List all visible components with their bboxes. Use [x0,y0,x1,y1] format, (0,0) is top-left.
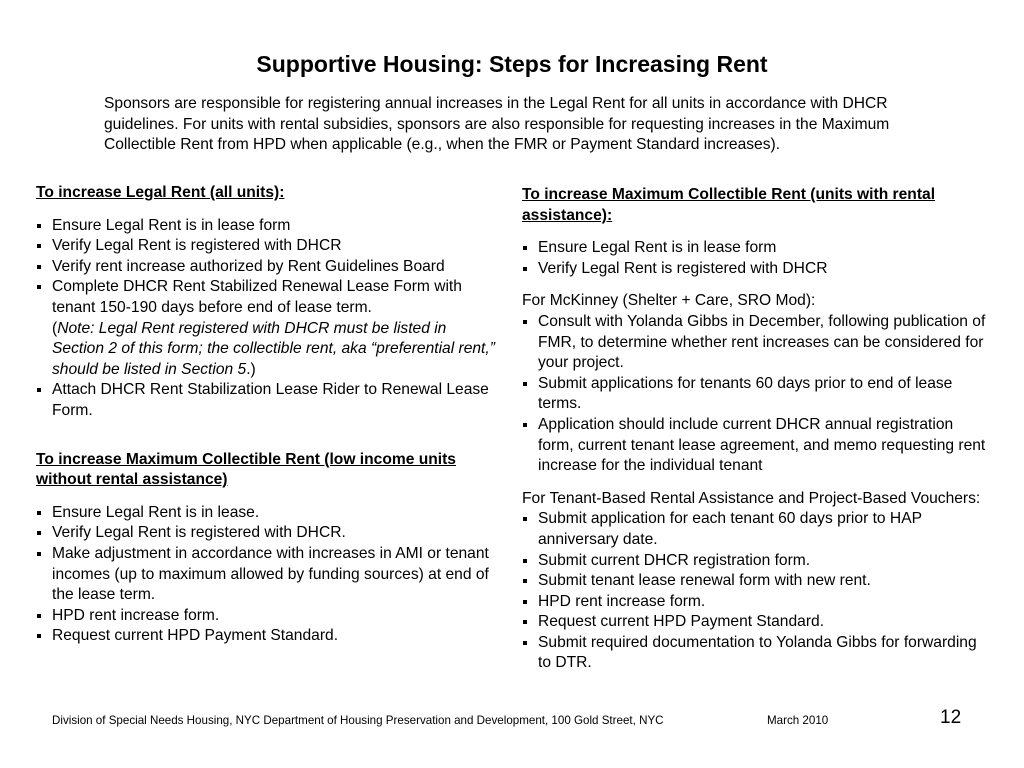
footer-text: Division of Special Needs Housing, NYC Department of Housing Preservation and Development, 100 Gold Street, NYC [52,714,664,727]
list-item: Submit applications for tenants 60 days prior to end of lease terms. [522,374,992,415]
list-item: Ensure Legal Rent is in lease form [36,216,501,237]
list-item: Consult with Yolanda Gibbs in December, following publication of FMR, to determine whether rent increases can be considered for your project. [522,312,992,374]
left-column [36,183,501,647]
right-column [522,185,992,674]
list-item: Verify Legal Rent is registered with DHCR. [36,523,501,544]
mcr-low-income-heading: To increase Maximum Collectible Rent (low income units without rental assistance) [36,450,456,489]
list-item: Request current HPD Payment Standard. [522,612,992,633]
list-item: HPD rent increase form. [36,606,501,627]
list-item: Submit tenant lease renewal form with new rent. [522,571,992,592]
legal-rent-list [36,216,501,422]
mcr-rental-assistance-heading: To increase Maximum Collectible Rent (units with rental assistance): [522,186,936,224]
list-item: Verify Legal Rent is registered with DHCR [36,236,501,257]
list-item: Submit current DHCR registration form. [522,551,992,572]
list-item: Submit required documentation to Yolanda Gibbs for forwarding to DTR. [522,633,992,674]
list-item: Submit application for each tenant 60 days prior to HAP anniversary date. [522,509,992,550]
footer-date: March 2010 [767,714,829,727]
list-item: Request current HPD Payment Standard. [36,626,501,647]
list-item: Verify rent increase authorized by Rent Guidelines Board [36,257,501,278]
list-item: Application should include current DHCR annual registration form, current tenant lease agreement, and memo requesting rent increase for the individual tenant [522,415,992,477]
list-item-with-note [36,277,501,380]
legal-rent-note: Note: Legal Rent registered with DHCR must be listed in Section 2 of this form; the collectible rent, aka “preferential rent,” should be listed in Section 5 [52,319,495,378]
list-item: Ensure Legal Rent is in lease form [522,238,992,259]
mcr-low-income-list [36,503,501,647]
mckinney-list [522,312,992,477]
note-close: .) [246,360,256,378]
legal-rent-heading: To increase Legal Rent (all units): [36,184,285,201]
note-open: ( [52,319,58,337]
list-item: Make adjustment in accordance with increases in AMI or tenant incomes (up to maximum allowed by funding sources) at end of the lease term. [36,544,501,606]
page-number: 12 [940,707,962,728]
tenant-based-list [522,509,992,674]
list-item: Verify Legal Rent is registered with DHCR [522,259,992,280]
list-item: Attach DHCR Rent Stabilization Lease Rider to Renewal Lease Form. [36,380,501,421]
list-item: Ensure Legal Rent is in lease. [36,503,501,524]
mckinney-intro: For McKinney (Shelter + Care, SRO Mod): [522,292,816,310]
page-title: Supportive Housing: Steps for Increasing Rent [256,51,768,77]
intro-paragraph: Sponsors are responsible for registering annual increases in the Legal Rent for all units in accordance with DHCR guidelines. For units with rental subsidies, sponsors are also responsible for requesting increases in the Maximum Collectible Rent from HPD when applicable (e.g., when the FMR or Payment Standard increases). [104,95,890,153]
mcr-rental-assistance-list [522,238,992,279]
tenant-based-intro: For Tenant-Based Rental Assistance and Project-Based Vouchers: [522,489,981,507]
list-item: HPD rent increase form. [522,592,992,613]
list-item-text: Complete DHCR Rent Stabilized Renewal Lease Form with tenant 150-190 days before end of lease term. [52,278,462,316]
